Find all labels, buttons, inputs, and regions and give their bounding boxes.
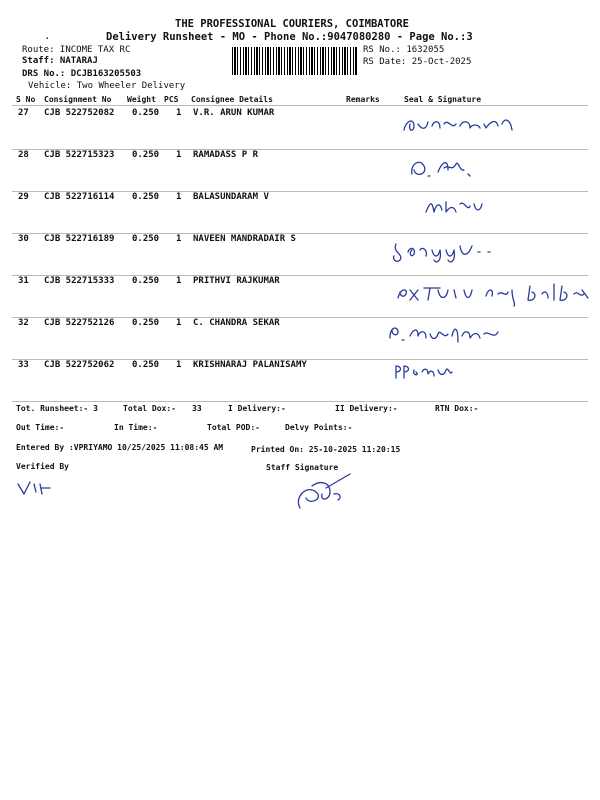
row-pcs: 1 [176,108,182,118]
signature-row-29 [422,192,492,220]
tot-runsheet: Tot. Runsheet:- 3 [16,404,98,413]
signature-row-30 [390,232,520,266]
row-sno: 32 [18,318,29,328]
runsheet-title: Delivery Runsheet - MO - Phone No.:9047080280 - Page No.:3 [106,31,473,43]
row-consignee: PRITHVI RAJKUMAR [193,276,280,286]
table-row [0,192,600,234]
route-label: Route: INCOME TAX RC [22,45,131,55]
rs-number: RS No.: 1632055 [363,45,445,55]
row-sno: 30 [18,234,29,244]
table-row [0,150,600,192]
row-sno: 33 [18,360,29,370]
row-consignment: CJB 522715323 [44,150,115,160]
row-pcs: 1 [176,318,182,328]
row-divider [12,401,588,402]
verified-by: Verified By [16,462,69,471]
row-pcs: 1 [176,276,182,286]
col-consignment: Consignment No [44,95,112,104]
row-weight: 0.250 [132,318,160,328]
row-consignee: BALASUNDARAM V [193,192,269,202]
signature-row-32 [386,318,516,346]
col-sno: S No [16,95,36,104]
row-consignee: V.R. ARUN KUMAR [193,108,275,118]
total-pod: Total POD:- [207,423,260,432]
col-weight: Weight [127,95,156,104]
row-weight: 0.250 [132,108,160,118]
row-consignment: CJB 522716189 [44,234,115,244]
row-pcs: 1 [176,150,182,160]
col-seal: Seal & Signature [404,95,482,104]
in-time: In Time:- [114,423,158,432]
signature-row-28 [408,152,498,184]
signature-row-27 [400,112,530,138]
company-name: THE PROFESSIONAL COURIERS, COIMBATORE [175,18,409,30]
staff-signature-label: Staff Signature [266,463,339,472]
row-weight: 0.250 [132,192,160,202]
col-pcs: PCS [164,95,179,104]
total-dox-label: Total Dox:- [123,404,176,413]
header-dot: . [44,30,51,42]
row-weight: 0.250 [132,234,160,244]
row-consignment: CJB 522715333 [44,276,115,286]
row-consignment: CJB 522752126 [44,318,115,328]
staff-label: Staff: NATARAJ [22,56,98,66]
i-delivery: I Delivery:- [228,404,286,413]
row-consignee: NAVEEN MANDRADAIR S [193,234,296,244]
ii-delivery: II Delivery:- [335,404,398,413]
signature-row-31 [394,276,594,306]
row-weight: 0.250 [132,150,160,160]
row-weight: 0.250 [132,360,160,370]
rs-date: RS Date: 25-Oct-2025 [363,57,472,67]
row-consignment: CJB 522752062 [44,360,115,370]
row-consignment: CJB 522716114 [44,192,115,202]
entered-by: Entered By :VPRIYAMO 10/25/2025 11:08:45 AM [16,443,224,452]
row-pcs: 1 [176,192,182,202]
row-sno: 27 [18,108,29,118]
drs-number: DRS No.: DCJB163205503 [22,69,142,79]
row-pcs: 1 [176,360,182,370]
out-time: Out Time:- [16,423,65,432]
row-pcs: 1 [176,234,182,244]
row-sno: 28 [18,150,29,160]
staff-signature [290,468,370,514]
row-weight: 0.250 [132,276,160,286]
verifier-signature [16,478,60,498]
row-sno: 29 [18,192,29,202]
rtn-dox: RTN Dox:- [435,404,479,413]
barcode [232,47,358,75]
table-row [0,360,600,402]
col-consignee: Consignee Details [191,95,273,104]
printed-on: Printed On: 25-10-2025 11:20:15 [251,445,401,454]
row-consignee: KRISHNARAJ PALANISAMY [193,360,307,370]
row-sno: 31 [18,276,29,286]
vehicle-label: Vehicle: Two Wheeler Delivery [28,81,186,91]
row-consignee: RAMADASS P R [193,150,259,160]
delvy-points: Delvy Points:- [285,423,353,432]
row-consignee: C. CHANDRA SEKAR [193,318,280,328]
signature-row-33 [392,362,462,384]
row-consignment: CJB 522752082 [44,108,115,118]
col-remarks: Remarks [346,95,380,104]
header-rule [12,105,588,106]
total-dox-value: 33 [192,404,202,413]
